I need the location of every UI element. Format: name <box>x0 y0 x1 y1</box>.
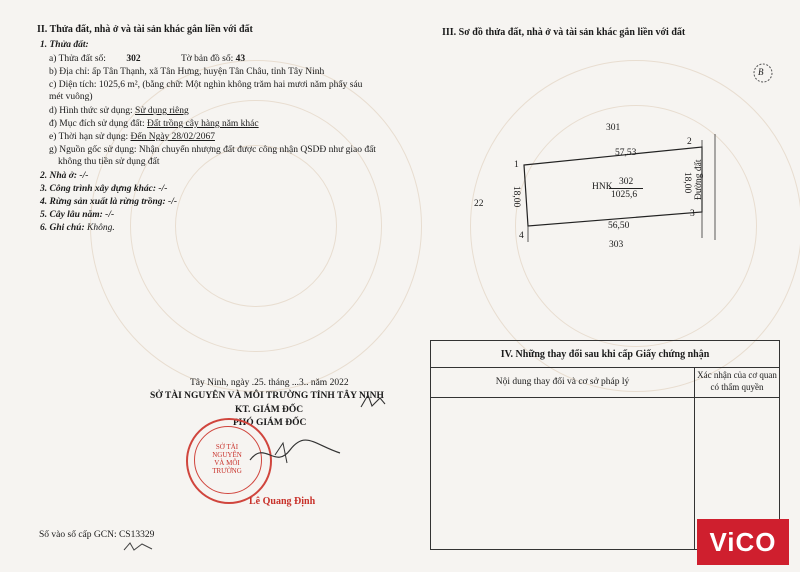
usage-term-row: e) Thời hạn sử dụng: Đến Ngày 28/02/2067 <box>49 132 215 142</box>
issuing-authority: SỞ TÀI NGUYÊN VÀ MÔI TRƯỜNG TỈNH TÂY NINH <box>150 391 384 401</box>
initial-mark <box>358 392 388 412</box>
parcel-number: 302 <box>619 177 634 187</box>
north-neighbor: 301 <box>606 123 621 133</box>
vertex-1: 1 <box>514 160 519 170</box>
usage-form-row: d) Hình thức sử dụng: Sử dụng riêng <box>49 106 189 116</box>
vertex-3: 3 <box>690 209 695 219</box>
parcel-type: HNK <box>592 182 613 192</box>
area-row: c) Diện tích: 1025,6 m², (bằng chữ: Một nghìn không trăm hai mươi năm phẩy sáu <box>49 80 363 90</box>
parcel-outline <box>524 147 702 226</box>
section-ii-heading: II. Thửa đất, nhà ở và tài sản khác gắn liền với đất <box>37 24 253 35</box>
vertex-4: 4 <box>519 231 524 241</box>
bottom-length: 56,50 <box>608 221 630 231</box>
west-neighbor: 22 <box>474 199 484 209</box>
parcel-area: 1025,6 <box>611 190 638 200</box>
col-header-confirm: Xác nhận của cơ quan có thẩm quyền <box>697 370 777 392</box>
other-works-row: 3. Công trình xây dựng khác: -/- <box>40 184 168 194</box>
right-length: 18,00 <box>682 171 693 194</box>
south-neighbor: 303 <box>609 240 624 250</box>
land-purpose-row: đ) Mục đích sử dụng đất: Đất trồng cây hàng năm khác <box>49 119 259 129</box>
signer-role-1: KT. GIÁM ĐỐC <box>235 405 304 415</box>
signing-date: Tây Ninh, ngày .25. tháng ...3.. năm 2022 <box>190 378 349 388</box>
watermark-ring <box>175 145 337 307</box>
col-header-content: Nội dung thay đổi và cơ sở pháp lý <box>431 367 695 397</box>
seal-text: SỞ TÀI NGUYÊN VÀ MÔI TRƯỜNG <box>212 443 242 475</box>
vertex-2: 2 <box>687 137 692 147</box>
note-row: 6. Ghi chú: Không. <box>40 223 115 233</box>
parcel-number-row: a) Thửa đất số: 302 Tờ bản đồ số: 43 <box>49 54 246 64</box>
register-initial <box>122 540 162 554</box>
signer-role-2: PHÓ GIÁM ĐỐC <box>233 418 307 428</box>
origin-row-cont: không thu tiền sử dụng đất <box>58 157 160 167</box>
area-row-cont: mét vuông) <box>49 92 93 102</box>
forest-row: 4. Rừng sản xuất là rừng trồng: -/- <box>40 197 178 207</box>
stamp-b-label: B <box>758 67 764 77</box>
land-parcel-title: 1. Thửa đất: <box>40 40 89 50</box>
vico-logo: ViCO <box>697 519 789 565</box>
register-number: Số vào sổ cấp GCN: CS13329 <box>39 530 155 540</box>
section-iii-heading: III. Sơ đồ thửa đất, nhà ở và tài sản khác gắn liền với đất <box>442 27 686 38</box>
section-iv-heading: IV. Những thay đổi sau khi cấp Giấy chứng nhận <box>500 348 710 360</box>
road-label: Đường đất <box>694 159 704 200</box>
top-length: 57,53 <box>615 148 637 158</box>
column-divider <box>694 397 695 549</box>
address-row: b) Địa chỉ: ấp Tân Thạnh, xã Tân Hưng, huyện Tân Châu, tỉnh Tây Ninh <box>49 67 325 77</box>
changes-table-title-row <box>431 341 779 368</box>
origin-row: g) Nguồn gốc sử dụng: Nhận chuyển nhượng đất được công nhận QSDĐ như giao đất <box>49 145 376 155</box>
signer-name: Lê Quang Định <box>249 496 316 507</box>
changes-table-header <box>431 367 779 398</box>
signature-scribble <box>245 435 345 475</box>
perennial-row: 5. Cây lâu năm: -/- <box>40 210 115 220</box>
house-row: 2. Nhà ở: -/- <box>40 171 89 181</box>
fraction-bar <box>609 188 643 189</box>
left-length: 18,00 <box>511 185 522 208</box>
